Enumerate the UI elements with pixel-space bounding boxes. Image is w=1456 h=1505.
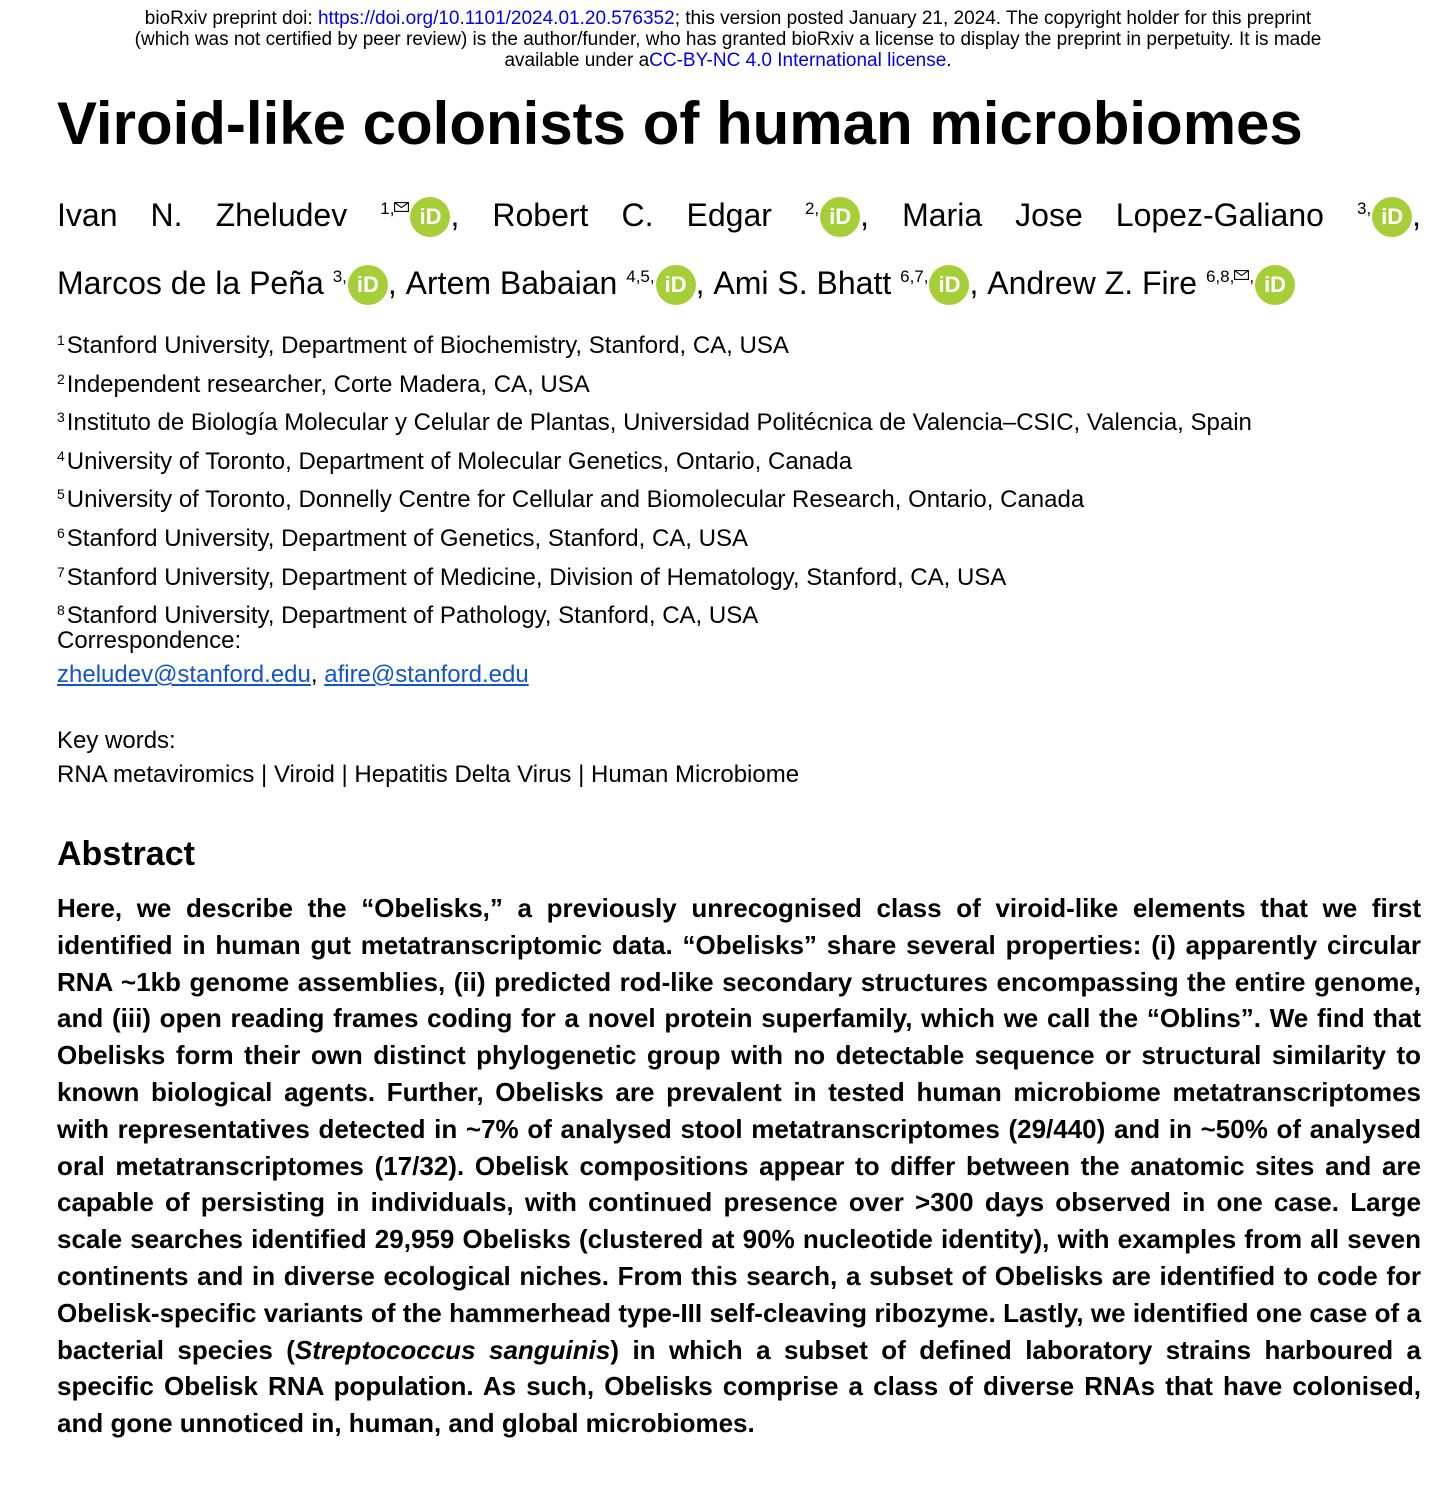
author-separator: , bbox=[860, 197, 903, 233]
author-list bbox=[57, 174, 1421, 310]
abstract-species-name: Streptococcus sanguinis bbox=[294, 1334, 611, 1365]
affiliation-text: Stanford University, Department of Medicine, Division of Hematology, Stanford, CA, USA bbox=[66, 563, 1007, 591]
author-separator: , bbox=[387, 265, 406, 301]
author-separator: , bbox=[695, 265, 714, 301]
orcid-icon[interactable]: iD bbox=[1255, 265, 1295, 305]
affiliation-text: Stanford University, Department of Pathology, Stanford, CA, USA bbox=[66, 602, 759, 630]
notice-line2: (which was not certified by peer review) is the author/funder, who has granted bioRxiv a license to display the preprint in perpetuity. It is made bbox=[134, 29, 1322, 50]
affiliation bbox=[57, 517, 1252, 556]
affiliation-text: Stanford University, Department of Genetics, Stanford, CA, USA bbox=[66, 524, 748, 552]
notice-line3-prefix: available under a bbox=[504, 50, 650, 71]
author bbox=[57, 265, 406, 301]
preprint-notice bbox=[0, 8, 1456, 71]
affiliation-text: University of Toronto, Donnelly Centre for Cellular and Biomolecular Research, Ontario, Canada bbox=[66, 486, 1085, 514]
author-affiliation-ref: 3, bbox=[1356, 199, 1372, 218]
affiliation-list bbox=[57, 324, 1252, 633]
orcid-icon[interactable]: iD bbox=[656, 265, 696, 305]
abstract-text bbox=[57, 890, 1421, 1442]
affiliation-number: 1 bbox=[57, 332, 65, 348]
correspondence-label: Correspondence: bbox=[57, 627, 242, 654]
author-name: Robert C. Edgar bbox=[492, 197, 772, 233]
correspondence-block bbox=[57, 624, 529, 692]
email-link-afire[interactable]: afire@stanford.edu bbox=[324, 661, 529, 688]
author-name: Maria Jose Lopez-Galiano bbox=[902, 197, 1324, 233]
author-affiliation-ref: 3, bbox=[332, 267, 347, 286]
author-separator: , bbox=[969, 265, 988, 301]
affiliation-number: 5 bbox=[57, 486, 65, 503]
author bbox=[406, 265, 714, 301]
orcid-icon[interactable]: iD bbox=[410, 197, 450, 237]
notice-prefix: bioRxiv preprint doi: bbox=[144, 8, 318, 29]
affiliation-text: Stanford University, Department of Biochemistry, Stanford, CA, USA bbox=[66, 332, 789, 359]
author: Andrew Z. Fire $^{6,8,}$ , iD bbox=[987, 265, 1295, 301]
notice-line3-suffix: . bbox=[946, 50, 952, 71]
affiliation-number: 4 bbox=[57, 447, 65, 464]
author-name: Ami S. Bhatt bbox=[713, 265, 892, 301]
affiliation bbox=[57, 556, 1252, 595]
orcid-icon[interactable]: iD bbox=[929, 265, 969, 305]
orcid-icon[interactable]: iD bbox=[820, 197, 860, 237]
paper-title: Viroid-like colonists of human microbiomes bbox=[57, 90, 1303, 157]
affiliation-text: Independent researcher, Corte Madera, CA, USA bbox=[66, 370, 590, 398]
abstract-heading: Abstract bbox=[57, 835, 195, 873]
affiliation-number: 8 bbox=[57, 602, 65, 619]
affiliation-number: 7 bbox=[57, 563, 65, 580]
author-affiliation-ref: 1, bbox=[380, 199, 395, 218]
author-affiliation-ref: 6,7, bbox=[900, 267, 929, 286]
doi-link[interactable]: https://doi.org/10.1101/2024.01.20.576352 bbox=[317, 8, 675, 29]
affiliation-number: 6 bbox=[57, 524, 65, 541]
author bbox=[492, 197, 902, 233]
author-separator: , bbox=[1412, 197, 1422, 233]
envelope-icon bbox=[394, 174, 409, 228]
author-name: Marcos de la Peña bbox=[57, 265, 324, 301]
notice-middle: ; this version posted January 21, 2024. The copyright holder for this preprint bbox=[674, 8, 1312, 29]
email-link-zheludev[interactable]: zheludev@stanford.edu bbox=[57, 661, 311, 688]
affiliation-text: Instituto de Biología Molecular y Celular de Plantas, Universidad Politécnica de Valencia–CSIC, Valencia, Spain bbox=[66, 409, 1252, 437]
author bbox=[713, 265, 987, 301]
author-affiliation-ref: 4,5, bbox=[626, 267, 655, 286]
author-affiliation-ref: 6,8, bbox=[1205, 267, 1235, 286]
author bbox=[902, 197, 1421, 233]
keywords-label: Key words: bbox=[57, 727, 176, 754]
affiliation-number: 3 bbox=[57, 409, 65, 426]
keywords-block bbox=[57, 724, 799, 792]
orcid-icon[interactable]: iD bbox=[1372, 197, 1412, 237]
license-link[interactable]: CC-BY-NC 4.0 International license bbox=[649, 50, 947, 71]
author-name: Andrew Z. Fire bbox=[987, 265, 1198, 301]
orcid-icon[interactable]: iD bbox=[348, 265, 388, 305]
affiliation bbox=[57, 363, 1252, 402]
affiliation bbox=[57, 401, 1252, 440]
abstract-text-part1: Here, we describe the “Obelisks,” a previously unrecognised class of viroid-like elements that we first identified in human gut metatranscriptomic data. “Obelisks” share several properties: (i) apparently circular RNA ~1kb genome assemblies, (ii) predicted rod-like secondary structures encompassing the entire genome, and (iii) open reading frames coding for a novel protein superfamily, which we call the “Oblins”. We find that Obelisks form their own distinct phylogenetic group with no detectable sequence or structural similarity to known biological agents. Further, Obelisks are prevalent in tested human microbiome metatranscriptomes with representatives detected in ~7% of analysed stool metatranscriptomes (29/440) and in ~50% of analysed oral metatranscriptomes (17/32). Obelisk compositions appear to differ between the anatomic sites and are capable of persisting in individuals, with continued presence over >300 days observed in one case. Large scale searches identified 29,959 Obelisks (clustered at 90% nucleotide identity), with examples from all seven continents and in diverse ecological niches. From this search, a subset of Obelisks are identified to code for Obelisk-specific variants of the hammerhead type-III self-cleaving ribozyme. Lastly, we identified one case of a bacterial species ( bbox=[57, 893, 1421, 1365]
envelope-icon bbox=[1234, 242, 1249, 296]
affiliation-number: 2 bbox=[57, 370, 65, 387]
author bbox=[57, 197, 492, 233]
author-name: Ivan N. Zheludev bbox=[57, 197, 348, 233]
author-separator: , bbox=[450, 197, 493, 233]
affiliation-text: University of Toronto, Department of Molecular Genetics, Ontario, Canada bbox=[66, 447, 853, 475]
affiliation bbox=[57, 324, 1252, 363]
author-name: Artem Babaian bbox=[405, 265, 618, 301]
keywords-text: RNA metaviromics | Viroid | Hepatitis Delta Virus | Human Microbiome bbox=[57, 761, 800, 788]
affiliation bbox=[57, 440, 1252, 479]
affiliation bbox=[57, 478, 1252, 517]
abstract-text-part2: ) in which a subset of defined laboratory strains harboured a specific Obelisk RNA population. As such, Obelisks comprise a class of diverse RNAs that have colonised, and gone unnoticed in, human, and global microbiomes. bbox=[57, 1334, 1421, 1439]
email-separator: , bbox=[310, 661, 325, 688]
author-affiliation-ref: 2, bbox=[804, 199, 820, 218]
